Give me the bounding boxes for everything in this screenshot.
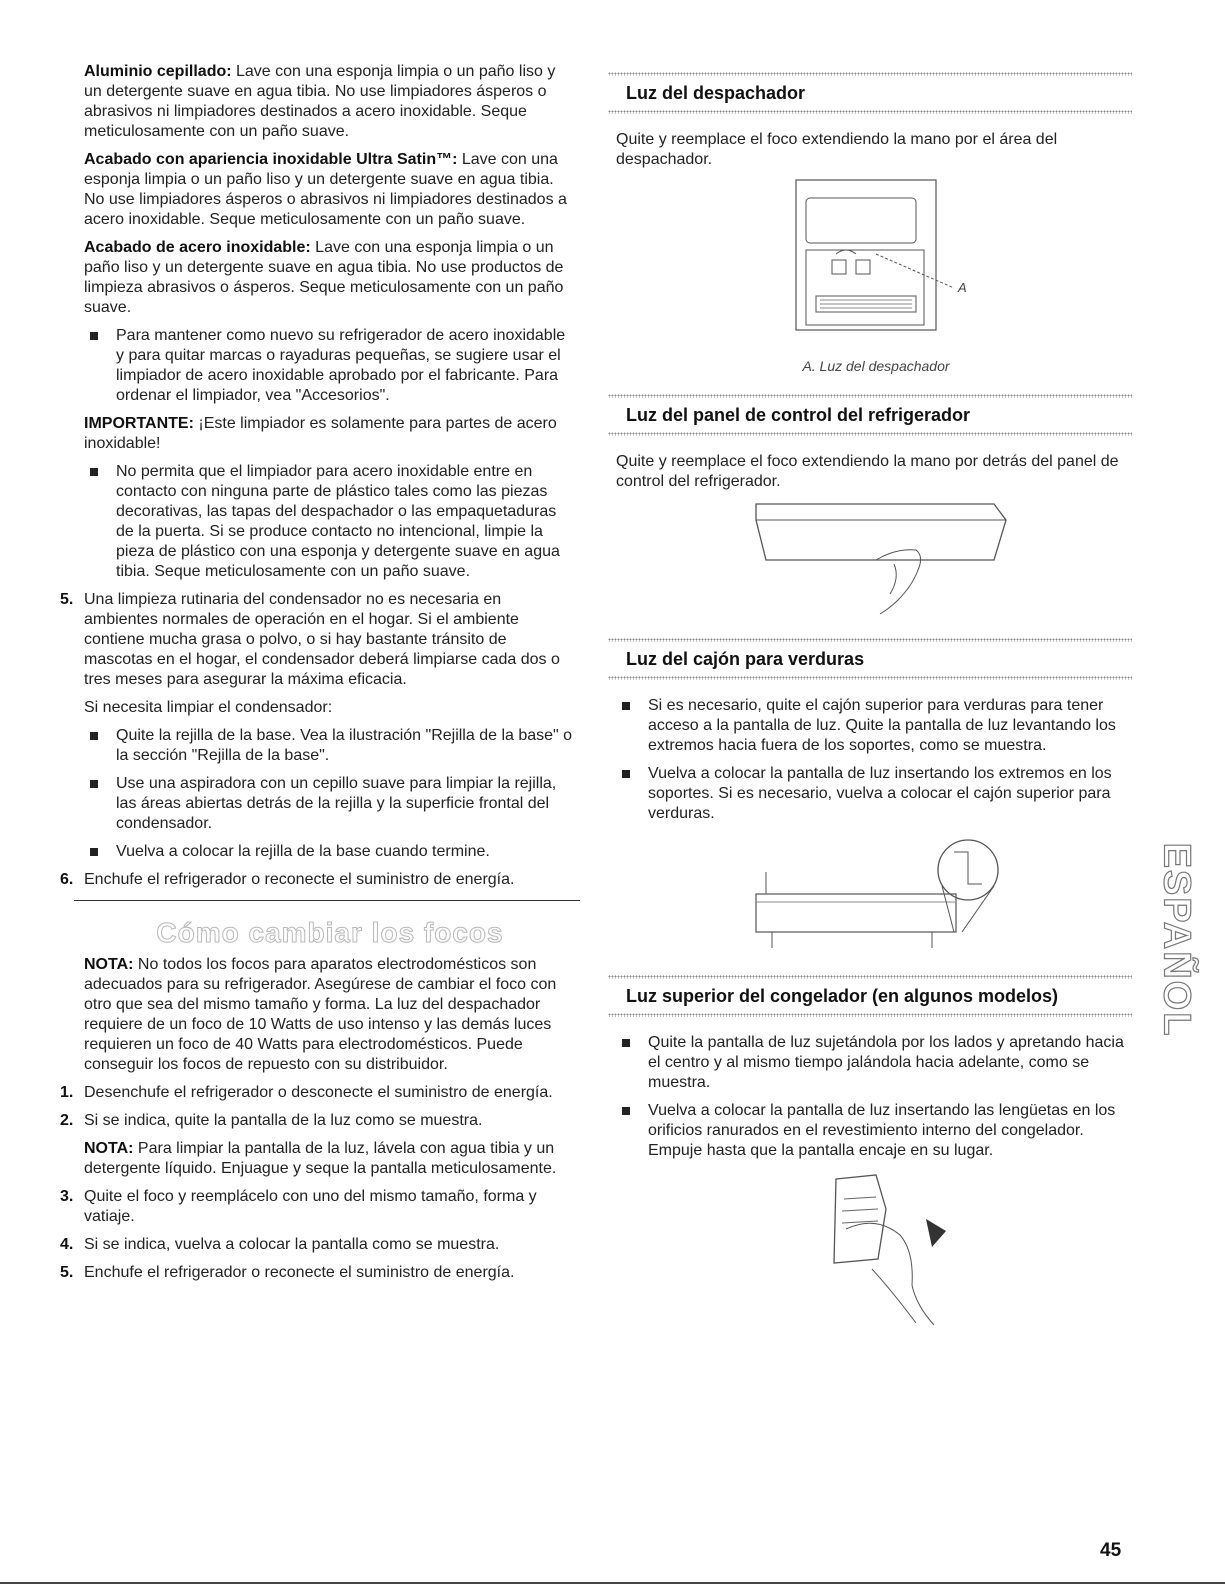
list-number: 4. [60, 1236, 74, 1253]
bullet-vacuum: Use una aspiradora con un cepillo suave para limpiar la rejilla, las áreas abiertas detrás de la rejilla y la superficie frontal del condensador. [84, 774, 576, 834]
left-column [60, 62, 576, 1291]
bullet-replace-grille: Vuelva a colocar la rejilla de la base cuando termine. [84, 842, 576, 862]
figure-caption: A. Luz del despachador [802, 358, 950, 374]
dotted-rule [608, 1013, 1132, 1017]
bottom-rule [0, 1582, 1225, 1584]
language-side-tab [1153, 815, 1199, 1065]
heading-dispenser-light [616, 62, 1136, 122]
list-number: 2. [60, 1112, 74, 1129]
heading-freezer-light [616, 965, 1136, 1025]
step-text: Si se indica, quite la pantalla de la luz como se muestra. [84, 1112, 483, 1129]
step-4 [62, 1235, 576, 1255]
bullet-plastic-warning: No permita que el limpiador para acero inoxidable entre en contacto con ninguna parte de plástico tales como las piezas decorativas, las tapas del despachador o las empaquetaduras de la puerta. Si se produce contacto no intencional, limpie la pieza de plástico con una esponja y detergente suave en agua tibia. Seque meticulosamente con un paño suave. [84, 462, 576, 582]
heading-text: Luz superior del congelador (en algunos modelos) [626, 986, 1059, 1006]
right-column [616, 62, 1136, 1337]
bullet-cleaner-recommendation: Para mantener como nuevo su refrigerador de acero inoxidable y para quitar marcas o rayaduras pequeñas, se sugiere usar el limpiador de acero inoxidable aprobado por el fabricante. Para ordenar el limpiador, vea "Accesorios". [84, 326, 576, 406]
bullet-crisper-replace: Vuelva a colocar la pantalla de luz insertando los extremos en los soportes. Si es necesario, vuelva a colocar el cajón superior para verduras. [616, 764, 1136, 824]
side-tab-text: ESPAÑOL [1155, 842, 1198, 1038]
freezer-light-illustration [776, 1169, 976, 1329]
step-2 [62, 1111, 576, 1179]
paragraph-stainless-steel: Acabado de acero inoxidable: Lave con una esponja limpia o un paño liso y un detergente suave en agua tibia. No use productos de limpieza abrasivos o ásperos. Seque meticulosamente con un paño suave. [84, 239, 564, 316]
dotted-rule [608, 72, 1132, 76]
item6-text: Enchufe el refrigerador o reconecte el suministro de energía. [84, 871, 515, 888]
heading-control-panel-light [616, 384, 1136, 444]
dispenser-light-text: Quite y reemplace el foco extendiendo la mano por el área del despachador. [616, 131, 1058, 168]
list-item-5 [62, 590, 576, 862]
dotted-rule [608, 975, 1132, 979]
bullet-freezer-remove: Quite la pantalla de luz sujetándola por los lados y apretando hacia el centro y al mismo tiempo jalándola hacia adelante, como se muestra. [616, 1033, 1136, 1093]
list-number: 5. [60, 591, 74, 608]
step-5 [62, 1263, 576, 1283]
paragraph-brushed-aluminum: Aluminio cepillado: Lave con una esponja limpia o un paño liso y un detergente suave en agua tibia. No use limpiadores ásperos o abrasivos ni limpiadores destinados a acero inoxidable. Seque meticulosamente con un paño suave. [84, 63, 556, 140]
page-number: 45 [1100, 1540, 1122, 1561]
paragraph-nota: NOTA: No todos los focos para aparatos electrodomésticos son adecuados para su refrigerador. Asegúrese de cambiar el foco con otro que sea del mismo tamaño y forma. La luz del despachador requiere de un foco de 10 Watts de uso intenso y las demás luces requieren un foco de 40 Watts para electrodomésticos. Puede conseguir los focos de repuesto con su distribuidor. [84, 956, 557, 1073]
list-number: 6. [60, 871, 74, 888]
heading-text: Luz del cajón para verduras [626, 649, 865, 669]
item5-subtext: Si necesita limpiar el condensador: [84, 699, 333, 716]
item5-text: Una limpieza rutinaria del condensador no es necesaria en ambientes normales de operación en el hogar. Si el ambiente contiene mucha grasa o polvo, o si hay bastante tránsito de mascotas en el hogar, el condensador deberá limpiarse cada dos o tres meses para asegurar la máxima eficacia. [84, 591, 560, 688]
control-panel-illustration [726, 500, 1026, 620]
step-3 [62, 1187, 576, 1227]
paragraph-important: IMPORTANTE: ¡Este limpiador es solamente para partes de acero inoxidable! [84, 415, 557, 452]
step-text: Si se indica, vuelva a colocar la pantalla como se muestra. [84, 1236, 500, 1253]
dotted-rule [608, 676, 1132, 680]
list-number: 5. [60, 1264, 74, 1281]
bullet-remove-grille: Quite la rejilla de la base. Vea la ilustración "Rejilla de la base" o la sección "Rejilla de la base". [84, 726, 576, 766]
section-title: Cómo cambiar los focos [156, 917, 504, 948]
list-number: 3. [60, 1188, 74, 1205]
heading-text: Luz del panel de control del refrigerador [626, 405, 971, 425]
step-text: Quite el foco y reemplácelo con uno del mismo tamaño, forma y vatiaje. [84, 1188, 537, 1225]
dotted-rule [608, 394, 1132, 398]
dotted-rule [608, 110, 1132, 114]
heading-crisper-light [616, 628, 1136, 688]
heading-text: Luz del despachador [626, 83, 806, 103]
paragraph-ultra-satin: Acabado con apariencia inoxidable Ultra Satin™: Lave con una esponja limpia o un paño liso y un detergente suave en agua tibia. No use limpiadores ásperos o abrasivos ni limpiadores destinados a acero inoxidable. Seque meticulosamente con un paño suave. [84, 151, 567, 228]
bullet-freezer-replace: Vuelva a colocar la pantalla de luz insertando las lengüetas en los orificios ranurados en el revestimiento interno del congelador. Empuje hasta que la pantalla encaje en su lugar. [616, 1101, 1136, 1161]
callout-label: A [958, 280, 967, 295]
crisper-light-illustration [736, 832, 1016, 957]
list-item-6 [62, 870, 576, 890]
arrow-icon [926, 1219, 946, 1247]
step-text: Enchufe el refrigerador o reconecte el suministro de energía. [84, 1264, 515, 1281]
dotted-rule [608, 638, 1132, 642]
control-panel-light-text: Quite y reemplace el foco extendiendo la mano por detrás del panel de control del refrigerador. [616, 453, 1119, 490]
list-number: 1. [60, 1084, 74, 1101]
step-1 [62, 1083, 576, 1103]
step-text: Desenchufe el refrigerador o desconecte el suministro de energía. [84, 1084, 553, 1101]
step2-nota: NOTA: Para limpiar la pantalla de la luz, lávela con agua tibia y un detergente líquido. Enjuague y seque la pantalla meticulosamente. [84, 1140, 557, 1177]
bullet-crisper-remove: Si es necesario, quite el cajón superior para verduras para tener acceso a la pantalla de luz. Quite la pantalla de luz levantando los extremos hacia fuera de los soportes, como se muestra. [616, 696, 1136, 756]
dispenser-illustration [776, 178, 976, 348]
section-divider [74, 900, 580, 901]
dotted-rule [608, 432, 1132, 436]
